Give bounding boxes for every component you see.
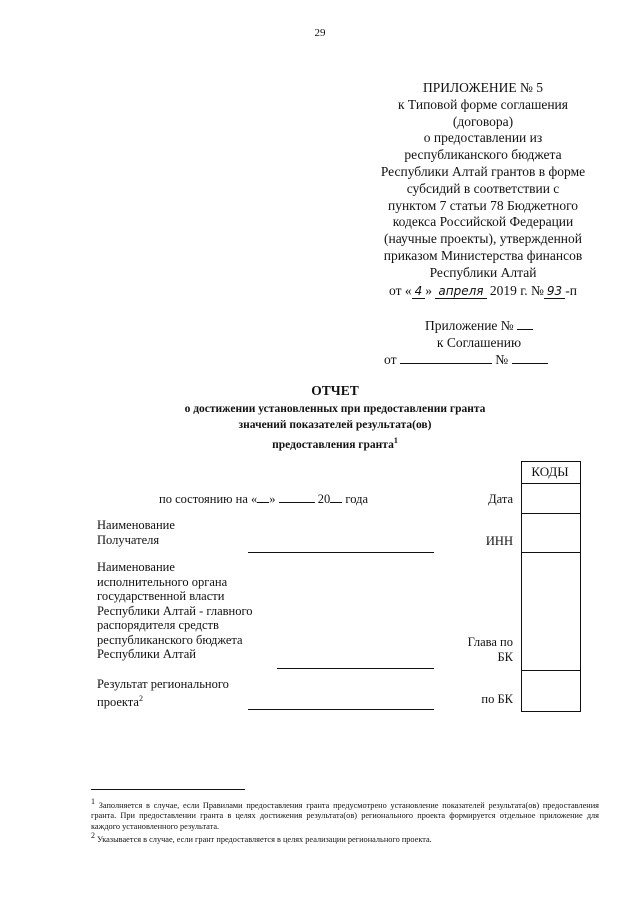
appendix-line: кодекса Российской Федерации — [392, 214, 574, 230]
order-date-prefix: от « — [389, 282, 412, 298]
order-year: 2019 г. № — [489, 282, 544, 298]
codes-header: КОДЫ — [531, 464, 569, 479]
chapter-code-cell[interactable] — [522, 553, 580, 669]
recipient-label — [97, 518, 175, 547]
appendix-line: приказом Министерства финансов — [383, 247, 583, 263]
project-label-text: проекта — [97, 694, 139, 709]
footnote-separator — [91, 789, 245, 790]
authority-label — [97, 560, 253, 662]
as-of-date-line — [159, 492, 368, 507]
as-of-year-blank[interactable] — [330, 502, 342, 503]
recipient-input-line[interactable] — [248, 552, 434, 553]
appendix-line: (договора) — [452, 113, 514, 129]
chapter-label — [440, 635, 513, 664]
order-number-handwritten: 93 — [544, 284, 565, 299]
chapter-label-line: БК — [497, 649, 513, 664]
appendix-line: республиканского бюджета — [404, 147, 562, 163]
authority-label-line: государственной власти — [97, 589, 225, 603]
bk-code-cell[interactable] — [522, 671, 580, 709]
order-date-line — [352, 283, 614, 300]
appendix-header — [352, 80, 614, 299]
order-day-handwritten: 4 — [412, 284, 426, 299]
report-subtitle-line: значений показателей результата(ов) — [238, 418, 432, 431]
authority-label-line: республиканского бюджета — [97, 632, 243, 647]
recipient-label-line: Получателя — [97, 532, 160, 547]
recipient-label-line: Наименование — [97, 518, 175, 532]
order-suffix: -п — [565, 282, 577, 298]
as-of-day-blank[interactable] — [257, 502, 269, 503]
footnote-1 — [91, 797, 599, 832]
order-month-handwritten: апреля — [435, 284, 486, 299]
authority-input-line[interactable] — [277, 668, 434, 669]
agreement-label: к Соглашению — [436, 334, 522, 350]
project-label-line: Результат регионального — [97, 677, 229, 691]
page-number: 29 — [314, 27, 326, 39]
report-title: ОТЧЕТ — [311, 383, 359, 398]
date-code-cell[interactable] — [522, 484, 580, 512]
authority-label-line: распорядителя средств — [97, 618, 219, 632]
as-of-suffix: года — [345, 492, 368, 506]
as-of-mid: » — [269, 492, 276, 506]
report-subtitle-line: о достижении установленных при предоставлении гранта — [184, 403, 486, 415]
authority-label-line: Республики Алтай - главного — [97, 603, 253, 618]
project-label — [97, 677, 229, 709]
agreement-date-line — [376, 352, 582, 369]
appendix-line: субсидий в соответствии с — [406, 180, 560, 196]
appendix-line: к Типовой форме соглашения — [398, 96, 568, 112]
report-subtitle-line — [0, 433, 640, 453]
agreement-number-blank[interactable] — [512, 363, 548, 364]
appendix-line: ПРИЛОЖЕНИЕ № 5 — [422, 80, 544, 95]
agreement-appendix-label: Приложение № — [424, 318, 514, 333]
authority-label-line: Республики Алтай — [97, 647, 196, 661]
appendix-line: о предоставлении из — [423, 130, 543, 146]
order-date-mid: » — [425, 282, 433, 298]
agreement-from-label: от — [384, 351, 397, 367]
authority-label-line: Наименование — [97, 560, 175, 574]
as-of-year-prefix: 20 — [317, 492, 331, 506]
as-of-month-blank[interactable] — [279, 502, 315, 503]
project-input-line[interactable] — [248, 709, 434, 710]
footnote-text: Указывается в случае, если грант предоставляется в целях реализации регионального проекта. — [97, 834, 432, 844]
footnote-ref: 2 — [91, 831, 95, 840]
appendix-line: Республики Алтай грантов в форме — [380, 163, 586, 179]
date-label: Дата — [488, 492, 513, 506]
agreement-num-label: № — [495, 351, 509, 367]
appendix-line: пунктом 7 статьи 78 Бюджетного — [387, 197, 579, 213]
inn-label: ИНН — [485, 534, 513, 548]
agreement-appendix — [376, 318, 582, 368]
footnote-ref: 1 — [91, 797, 95, 806]
appendix-line: Республики Алтай — [429, 264, 537, 280]
agreement-appendix-number — [376, 318, 582, 335]
footnote-ref: 1 — [393, 436, 398, 445]
project-label-line — [97, 692, 229, 710]
appendix-line: (научные проекты), утвержденной — [383, 231, 582, 247]
report-subtitle — [0, 402, 640, 453]
footnote-ref: 2 — [138, 693, 143, 703]
chapter-label-line: Глава по — [467, 635, 513, 649]
inn-code-cell[interactable] — [522, 514, 580, 551]
as-of-prefix: по состоянию на « — [159, 492, 258, 506]
by-bk-label: по БК — [481, 692, 513, 706]
footnote-2 — [91, 831, 599, 845]
authority-label-line: исполнительного органа — [97, 574, 228, 589]
appendix-number-blank[interactable] — [517, 329, 533, 330]
agreement-date-blank[interactable] — [400, 363, 492, 364]
report-subtitle-text: предоставления гранта — [272, 438, 394, 451]
footnote-text: Заполняется в случае, если Правилами предоставления гранта предусмотрено установление показателей результата(ов) предоставления гранта. При предоставлении гранта в целях достижения результата(ов) регионального проекта формируется отдельное приложение для каждого установленного результата. — [91, 800, 599, 831]
